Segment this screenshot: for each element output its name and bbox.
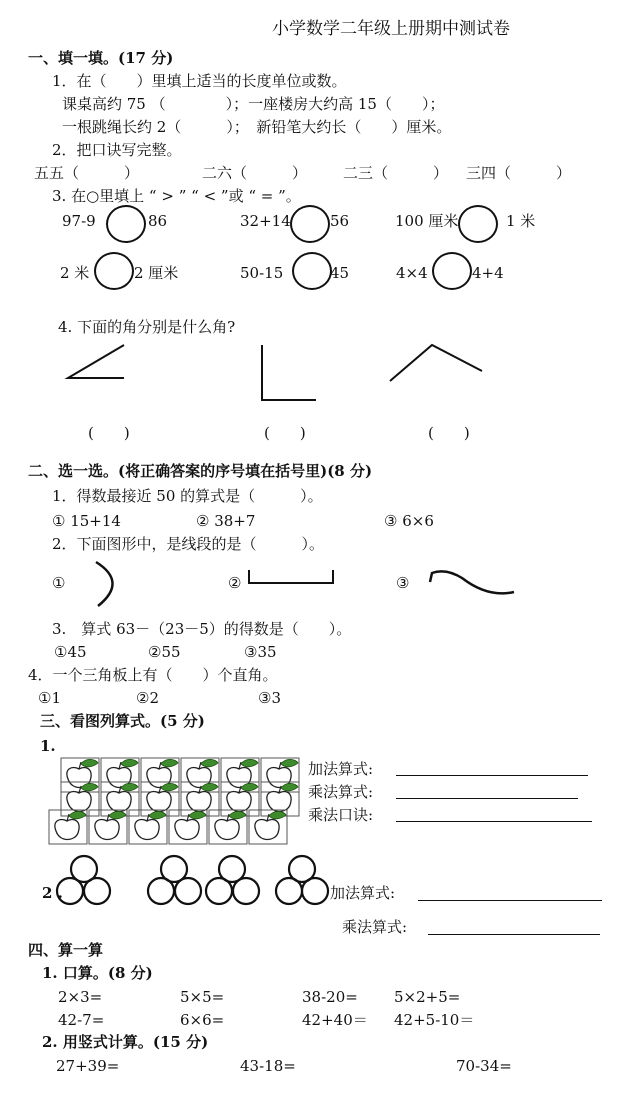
vertical-item: 70-34= [456, 1057, 512, 1075]
q2-item-2: 二六（ ） [202, 164, 308, 182]
s3-q2-number: 2 . [42, 884, 63, 902]
s2-q4-option: ①1 [38, 689, 61, 707]
page-title: 小学数学二年级上册期中测试卷 [272, 19, 510, 39]
compare-right: 4+4 [472, 264, 504, 282]
vertical-calc-title: 2. 用竖式计算。(15 分) [42, 1033, 209, 1051]
s2-q4-title: 4．一个三角板上有（ ）个直角。 [28, 666, 278, 684]
oral-item: 42+5-10＝ [394, 1011, 475, 1029]
apple-icon [208, 807, 248, 845]
acute-angle-figure [68, 345, 124, 378]
answer-line[interactable] [428, 934, 600, 935]
oral-item: 6×6= [180, 1011, 225, 1029]
q1-title: 1．在（ ）里填上适当的长度单位或数。 [52, 72, 347, 90]
angle-answer-blank[interactable]: ( ) [264, 424, 306, 442]
oral-item: 5×5= [180, 988, 225, 1006]
compare-left: 32+14 [240, 212, 291, 230]
q2-item-4: 三四（ ） [466, 164, 572, 182]
vertical-item: 27+39= [56, 1057, 120, 1075]
compare-left: 100 厘米 [395, 212, 459, 230]
ring [233, 878, 259, 904]
compare-right: 2 厘米 [134, 264, 179, 282]
segment-figure [249, 570, 333, 583]
s2-q3-option: ①45 [54, 643, 87, 661]
ring [276, 878, 302, 904]
q2-item-3: 二三（ ） [343, 164, 449, 182]
s3-q1-number: 1. [40, 737, 56, 755]
s2-q3-title: 3. 算式 63－（23－5）的得数是（ ）。 [52, 620, 352, 638]
answer-line[interactable] [396, 821, 592, 822]
apple-icon [48, 807, 88, 845]
curve-figure [96, 562, 113, 606]
answer-line[interactable] [418, 900, 602, 901]
compare-right: 86 [148, 212, 168, 230]
ring [302, 878, 328, 904]
section-4-heading: 四、算一算 [28, 941, 104, 959]
q4-title: 4. 下面的角分别是什么角? [58, 318, 236, 336]
ring [175, 878, 201, 904]
q1-line-1: 课桌高约 75 （ ）；一座楼房大约高 15（ ）； [62, 95, 445, 113]
s2-q4-option: ③3 [258, 689, 281, 707]
s2-q1-title: 1．得数最接近 50 的算式是（ ）。 [52, 487, 323, 505]
compare-left: 50-15 [240, 264, 284, 282]
compare-left: 97-9 [62, 212, 96, 230]
s2-q4-option: ②2 [136, 689, 159, 707]
oral-item: 38-20= [302, 988, 358, 1006]
circle-groups [57, 856, 328, 904]
wave-figure [430, 571, 514, 593]
section-1-heading: 一、填一填。(17 分) [28, 49, 174, 67]
compare-left: 2 米 [60, 264, 90, 282]
oral-item: 42+40＝ [302, 1011, 368, 1029]
s2-q2-label: ③ [396, 574, 410, 592]
obtuse-angle-figure [390, 345, 482, 381]
s2-q1-option: ② 38+7 [196, 512, 256, 530]
s2-q2-label: ② [228, 574, 242, 592]
answer-line[interactable] [396, 798, 578, 799]
apple-icon [248, 807, 288, 845]
s2-q1-option: ① 15+14 [52, 512, 121, 530]
section-3-heading: 三、看图列算式。(5 分) [40, 712, 205, 730]
compare-left: 4×4 [396, 264, 428, 282]
q2-title: 2．把口诀写完整。 [52, 141, 182, 159]
compare-right: 1 米 [506, 212, 536, 230]
addition-label: 加法算式: [330, 884, 396, 902]
ring [148, 878, 174, 904]
apple-icon [88, 807, 128, 845]
s2-q3-option: ②55 [148, 643, 181, 661]
right-angle-figure [262, 345, 316, 400]
q1-line-2: 一根跳绳长约 2（ ）； 新铅笔大约长（ ）厘米。 [62, 118, 452, 136]
apple-picture [48, 755, 310, 841]
addition-label: 加法算式: [308, 760, 374, 778]
apple-icon [128, 807, 168, 845]
q3-title: 3. 在○里填上 “ > ” “ < ”或 “ = ”。 [52, 187, 301, 205]
multiplication-label: 乘法算式: [342, 918, 408, 936]
answer-line[interactable] [396, 775, 588, 776]
ring [206, 878, 232, 904]
s2-q1-option: ③ 6×6 [384, 512, 434, 530]
s2-q2-title: 2．下面图形中，是线段的是（ ）。 [52, 535, 325, 553]
multiplication-label: 乘法算式: [308, 783, 374, 801]
compare-right: 56 [330, 212, 350, 230]
s2-q3-option: ③35 [244, 643, 277, 661]
s2-q2-label: ① [52, 574, 66, 592]
oral-item: 42-7= [58, 1011, 105, 1029]
oral-item: 5×2+5= [394, 988, 461, 1006]
section-2-heading: 二、选一选。(将正确答案的序号填在括号里)(8 分) [28, 462, 373, 480]
multiplication-rhyme-label: 乘法口诀: [308, 806, 374, 824]
angle-answer-blank[interactable]: ( ) [88, 424, 130, 442]
ring [84, 878, 110, 904]
q2-item-1: 五五（ ） [34, 164, 140, 182]
angle-answer-blank[interactable]: ( ) [428, 424, 470, 442]
vertical-item: 43-18= [240, 1057, 296, 1075]
apple-icon [168, 807, 208, 845]
oral-item: 2×3= [58, 988, 103, 1006]
compare-right: 45 [330, 264, 350, 282]
oral-calc-title: 1. 口算。(8 分) [42, 964, 153, 982]
